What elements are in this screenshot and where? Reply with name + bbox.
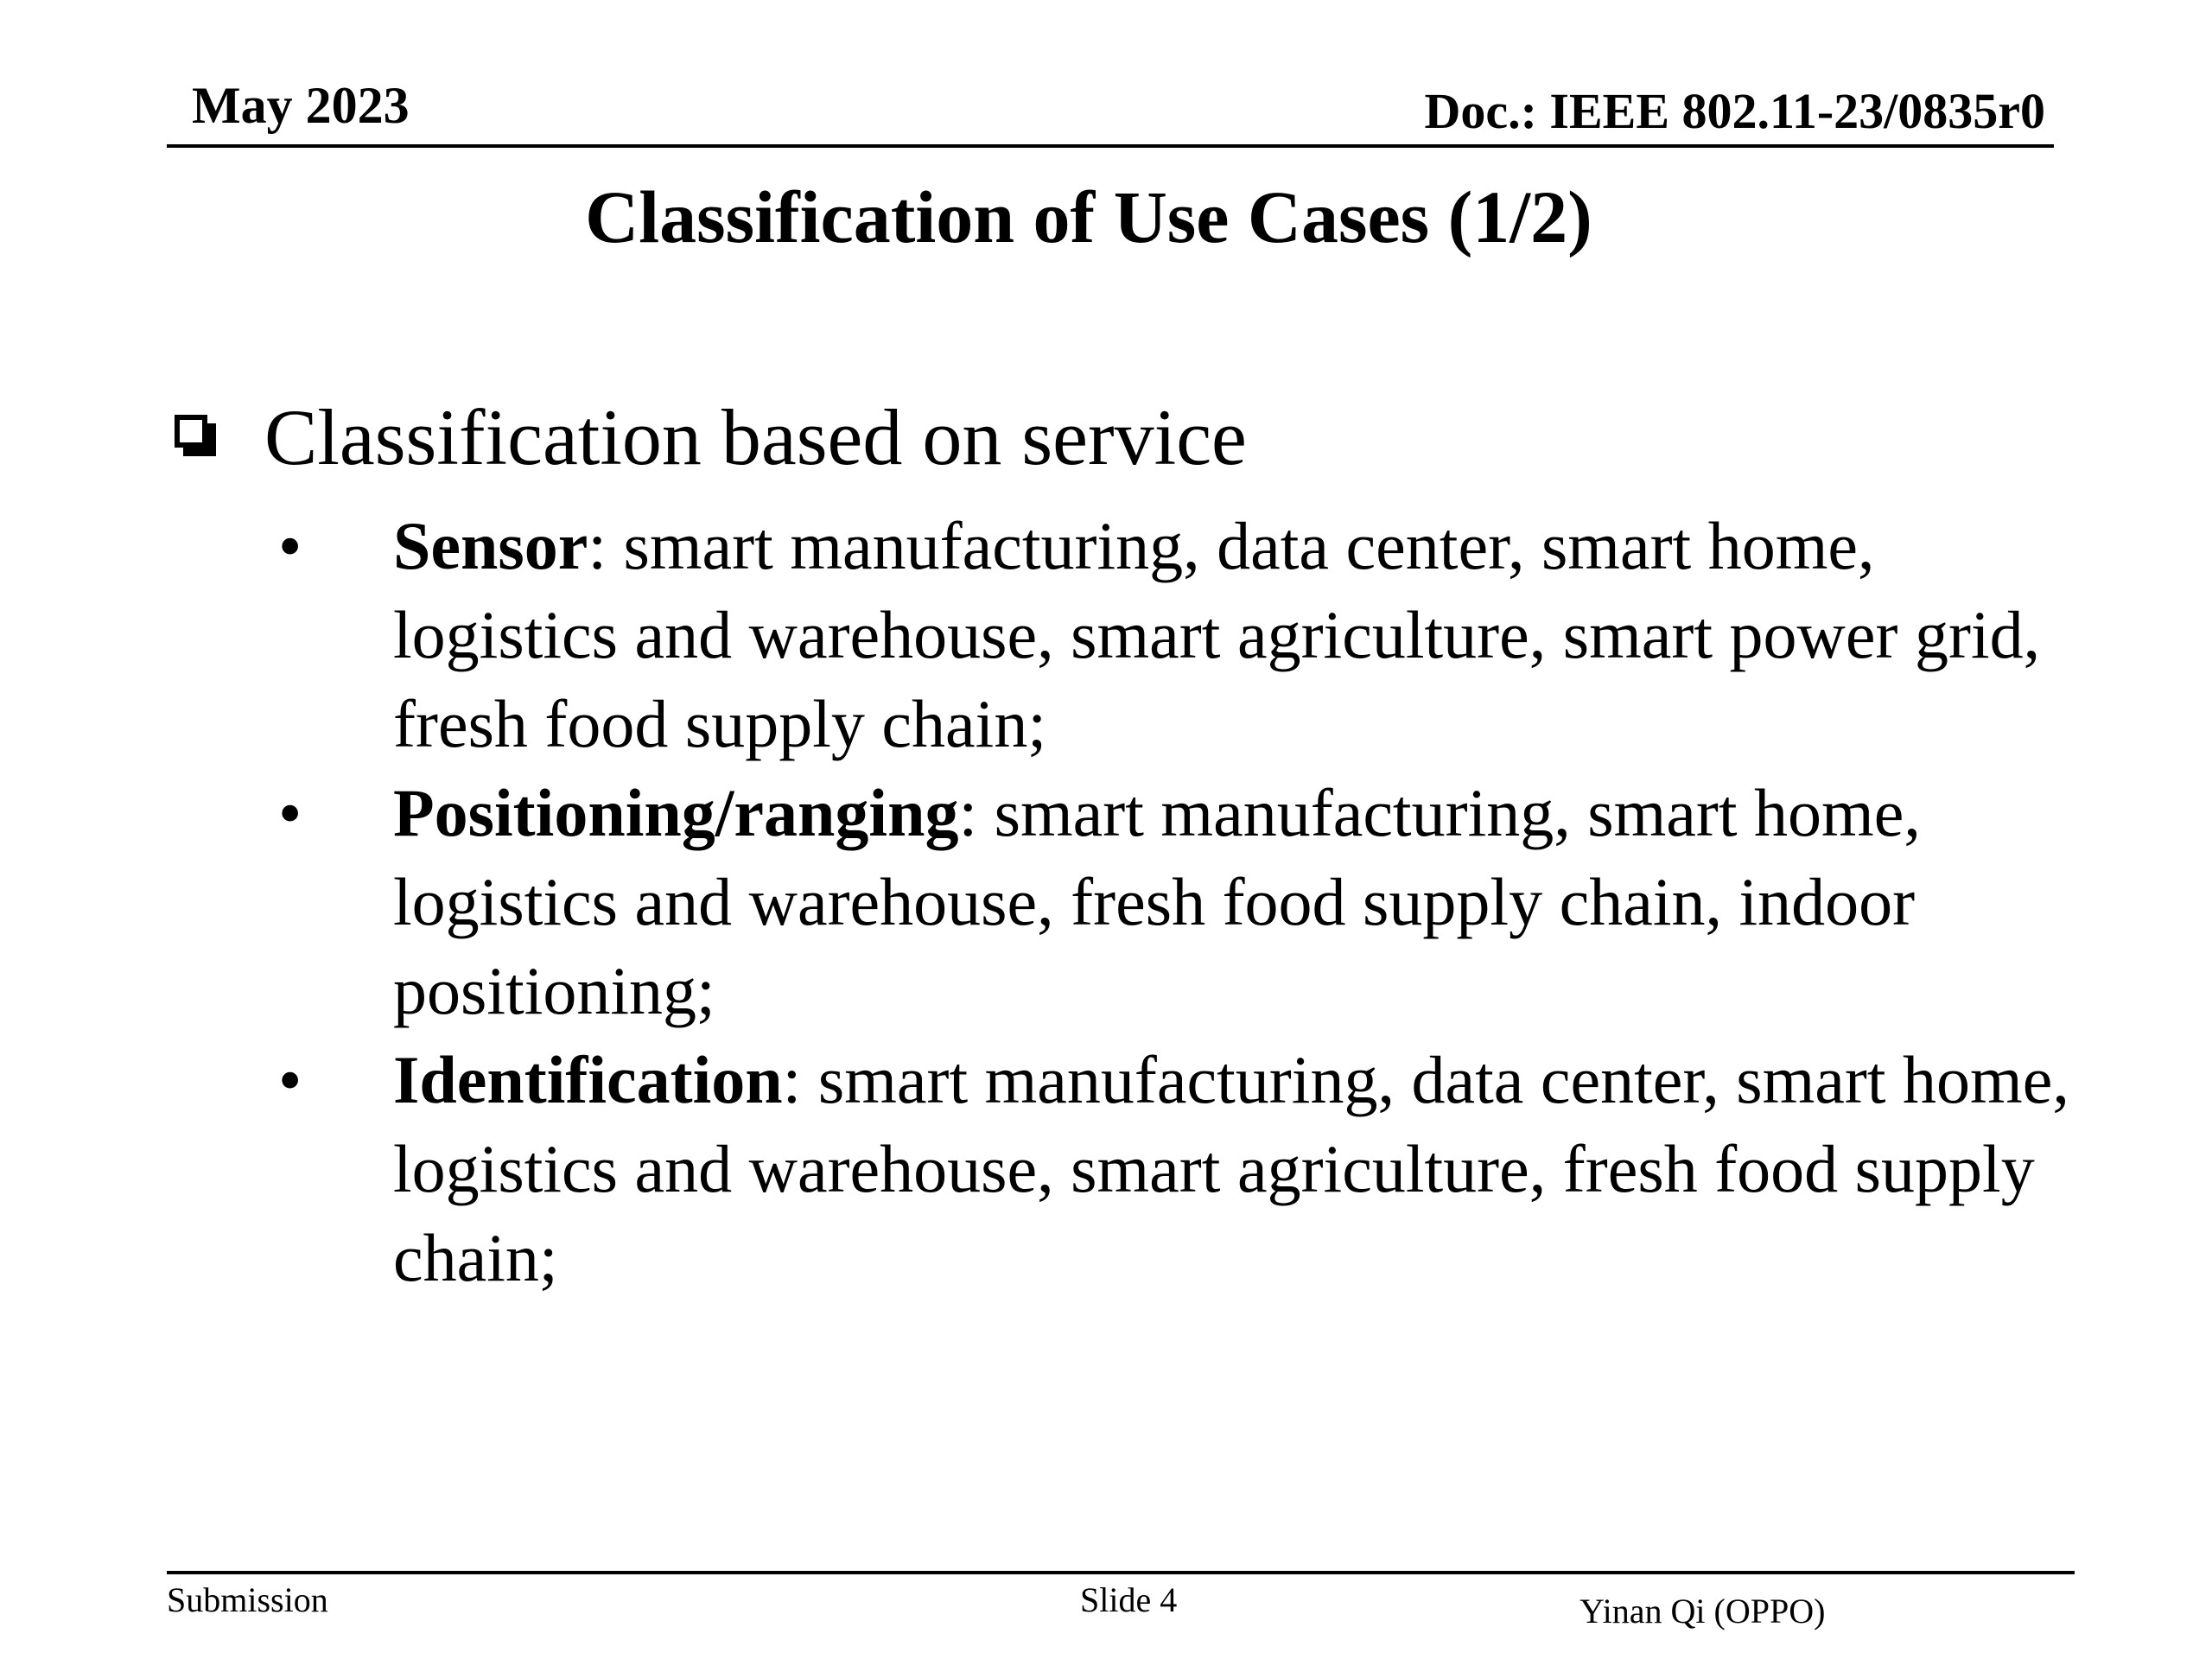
- footer-divider: [167, 1571, 2075, 1574]
- header-date: May 2023: [192, 77, 410, 134]
- slide-title: Classification of Use Cases (1/2): [585, 175, 1592, 258]
- footer-author: Yinan Qi (OPPO): [1580, 1592, 1826, 1630]
- level1-text: Classification based on service: [264, 393, 1247, 481]
- bullet-term: Sensor: [393, 508, 588, 583]
- bullet-dot-icon: •: [278, 1042, 302, 1117]
- footer-slide-number: Slide 4: [1080, 1580, 1178, 1619]
- bullet-text: : smart manufacturing, data center, smart home, logistics and warehouse, smart agriculture, fresh food supply chain;: [393, 1042, 2069, 1295]
- bullet-item-positioning: [0, 768, 2108, 1035]
- bullet-term: Positioning/ranging: [393, 775, 959, 850]
- bullet-item-identification: [0, 1035, 2108, 1302]
- header-divider: [167, 144, 2054, 148]
- checkbox-bullet-icon: [173, 413, 221, 461]
- bullet-dot-icon: •: [278, 775, 302, 850]
- bullet-dot-icon: •: [278, 508, 302, 583]
- bullet-text: : smart manufacturing, smart home, logistics and warehouse, fresh food supply chain, indoor positioning;: [393, 775, 1921, 1028]
- bullet-item-sensor: [0, 501, 2108, 768]
- bullet-list: [0, 501, 2108, 1302]
- bullet-text: : smart manufacturing, data center, smart home, logistics and warehouse, smart agriculture, smart power grid, fresh food supply chain;: [393, 508, 2041, 761]
- footer-submission: Submission: [167, 1580, 328, 1619]
- header-doc-id: Doc.: IEEE 802.11-23/0835r0: [1424, 83, 2045, 139]
- bullet-term: Identification: [393, 1042, 783, 1117]
- level1-item: [173, 393, 1247, 481]
